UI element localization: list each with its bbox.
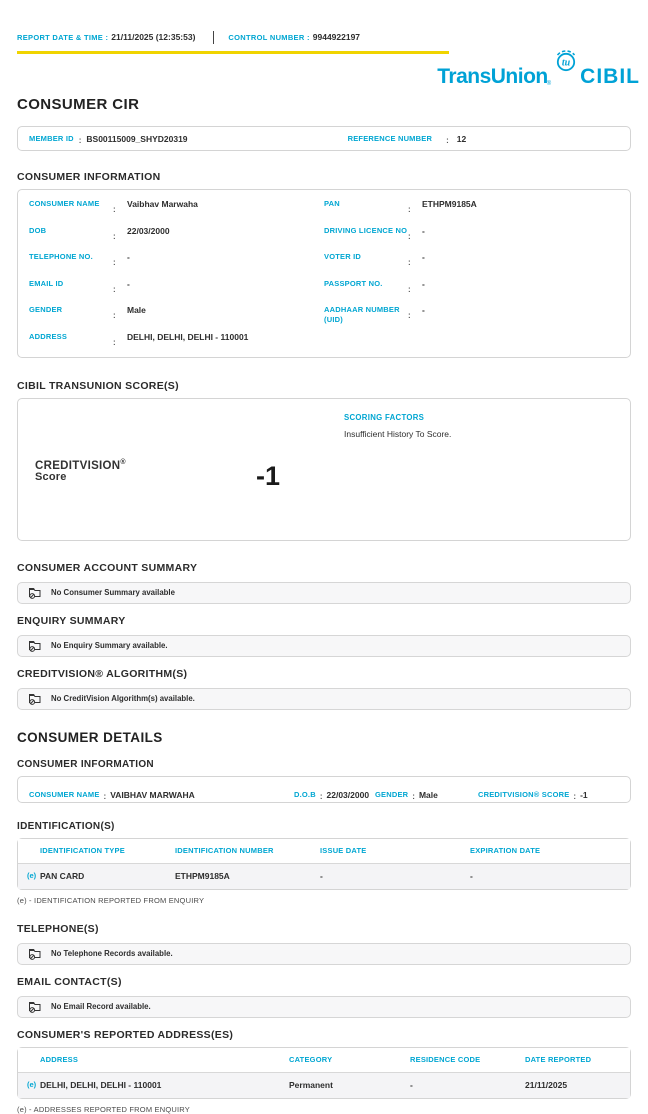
field-label: VOTER ID (324, 252, 362, 261)
tu-circle-icon (553, 48, 579, 79)
info-field-telephone (29, 252, 324, 270)
details-info-heading: CONSUMER INFORMATION (17, 758, 154, 770)
report-date-colon: : (103, 32, 109, 42)
address-row (18, 1073, 630, 1098)
scoring-factors-text: Insufficient History To Score. (344, 428, 452, 439)
colon (408, 305, 422, 325)
details-gender (375, 786, 438, 804)
info-field-pan (324, 199, 619, 217)
addresses-footnote: (e) - ADDRESSES REPORTED FROM ENQUIRY (17, 1104, 190, 1114)
scoring-factors (344, 413, 451, 439)
addresses-table (17, 1047, 631, 1099)
colon (104, 786, 107, 804)
identification-row (18, 864, 630, 889)
col-issue-date: ISSUE DATE (320, 846, 367, 855)
no-data-icon (28, 639, 42, 652)
consumer-account-summary-heading: CONSUMER ACCOUNT SUMMARY (17, 561, 198, 574)
colon (113, 252, 127, 270)
identification-type-cell (18, 871, 173, 881)
telephones-heading: TELEPHONE(S) (17, 922, 99, 935)
category-cell: Permanent (289, 1080, 333, 1090)
no-data-icon (28, 947, 42, 960)
score-name-sub: Score (35, 471, 67, 484)
consumer-details-heading: CONSUMER DETAILS (17, 729, 163, 745)
member-id-value: BS00115009_SHYD20319 (86, 133, 188, 144)
colon (412, 786, 415, 804)
expiration-date-cell: - (470, 871, 473, 881)
field-value: VAIBHAV MARWAHA (110, 789, 195, 800)
info-field-consumer-name (29, 199, 324, 217)
colon (573, 786, 576, 804)
field-label: CONSUMER NAME (29, 199, 100, 208)
field-label: GENDER (29, 305, 63, 314)
col-residence-code: RESIDENCE CODE (410, 1055, 481, 1064)
col-identification-number: IDENTIFICATION NUMBER (175, 846, 274, 855)
field-value: Male (127, 305, 146, 315)
identification-type-value: PAN CARD (40, 871, 85, 881)
field-value: - (127, 278, 130, 289)
address-cell (18, 1080, 287, 1090)
score-box (17, 398, 631, 541)
info-field-passport (324, 279, 619, 297)
col-address: ADDRESS (40, 1055, 79, 1064)
reference-number-label: REFERENCE NUMBER (347, 134, 433, 143)
control-number-label: CONTROL NUMBER (228, 32, 305, 42)
creditvision-score-label (35, 459, 126, 484)
consumer-info-left-column (29, 199, 324, 350)
consumer-account-summary-empty (17, 582, 631, 604)
yellow-divider (17, 51, 449, 54)
info-field-gender (29, 305, 324, 323)
details-dob (294, 786, 369, 804)
date-reported-cell: 21/11/2025 (525, 1080, 568, 1090)
colon (113, 279, 127, 297)
transunion-cibil-logo (437, 48, 640, 89)
field-label: DRIVING LICENCE NO (324, 225, 408, 235)
empty-message: No CreditVision Algorithm(s) available. (51, 694, 195, 703)
score-section-heading: CIBIL TRANSUNION SCORE(S) (17, 379, 179, 392)
no-data-icon (28, 586, 42, 599)
colon (113, 305, 127, 323)
field-value: 22/03/2000 (127, 225, 170, 236)
details-info-box (17, 776, 631, 803)
field-value: ETHPM9185A (422, 199, 477, 209)
field-value: -1 (580, 789, 588, 800)
emails-empty (17, 996, 631, 1018)
field-value: - (422, 252, 425, 262)
colon (320, 786, 323, 804)
issue-date-cell: - (320, 871, 323, 881)
field-value: - (127, 252, 130, 262)
empty-message: No Telephone Records available. (51, 949, 173, 958)
logo-registered-mark: ® (546, 81, 552, 87)
residence-code-cell: - (410, 1080, 413, 1090)
identification-header-row (18, 839, 630, 864)
scoring-factors-label: SCORING FACTORS (344, 412, 425, 422)
colon (113, 199, 127, 217)
address-value: DELHI, DELHI, DELHI - 110001 (40, 1080, 162, 1090)
field-label: EMAIL ID (29, 278, 64, 288)
score-value: -1 (256, 460, 281, 491)
member-id-colon (79, 130, 82, 148)
report-date-label: REPORT DATE & TIME (17, 32, 104, 42)
colon (408, 252, 422, 270)
empty-message: No Email Record available. (51, 1002, 151, 1011)
info-field-dob (29, 226, 324, 244)
control-number-value: 9944922197 (312, 32, 361, 42)
col-identification-type: IDENTIFICATION TYPE (40, 846, 125, 855)
creditvision-algorithms-empty (17, 688, 631, 710)
info-field-email (29, 279, 324, 297)
col-expiration-date: EXPIRATION DATE (470, 846, 541, 855)
field-label: CONSUMER NAME (29, 790, 100, 799)
addresses-heading: CONSUMER'S REPORTED ADDRESS(ES) (17, 1028, 234, 1041)
field-value: - (422, 278, 425, 289)
details-creditvision-score (478, 786, 588, 804)
field-label: DOB (29, 225, 47, 235)
page-title: CONSUMER CIR (17, 96, 140, 113)
info-field-driving-licence (324, 226, 619, 244)
identification-heading: IDENTIFICATION(S) (17, 820, 115, 832)
logo-transunion-text: TransUnion (437, 65, 548, 88)
svg-text:tu: tu (562, 57, 571, 69)
field-label: ADDRESS (29, 331, 68, 341)
member-id-box (17, 126, 631, 151)
colon (113, 226, 127, 244)
enquiry-marker: (e) (27, 871, 37, 880)
addresses-header-row (18, 1048, 630, 1073)
emails-heading: EMAIL CONTACT(S) (17, 975, 122, 988)
empty-message: No Enquiry Summary available. (51, 641, 168, 650)
field-value: - (422, 225, 425, 236)
consumer-info-right-column (324, 199, 619, 350)
field-label: TELEPHONE NO. (29, 252, 93, 261)
telephones-empty (17, 943, 631, 965)
col-category: CATEGORY (289, 1055, 333, 1064)
field-label: CREDITVISION® SCORE (478, 790, 570, 799)
reference-number-colon (446, 130, 449, 148)
report-date-value: 21/11/2025 (12:35:53) (111, 32, 196, 42)
field-value: - (422, 305, 425, 315)
header-divider (213, 31, 214, 44)
score-name-text: CREDITVISION (35, 459, 121, 472)
field-label: GENDER (375, 790, 409, 799)
field-value: Male (418, 789, 438, 800)
colon (408, 226, 422, 244)
field-label: PASSPORT NO. (324, 278, 383, 288)
col-date-reported: DATE REPORTED (525, 1055, 592, 1064)
logo-cibil-text: CIBIL (580, 65, 640, 88)
identification-number-cell: ETHPM9185A (175, 871, 230, 881)
info-field-voter-id (324, 252, 619, 270)
field-label: AADHAAR NUMBER (UID) (324, 305, 400, 324)
creditvision-algorithms-heading: CREDITVISION® ALGORITHM(S) (17, 667, 188, 680)
field-label: D.O.B (294, 790, 316, 799)
consumer-information-heading: CONSUMER INFORMATION (17, 171, 161, 183)
no-data-icon (28, 692, 42, 705)
colon (408, 279, 422, 297)
consumer-information-box (17, 189, 631, 358)
reference-number-value: 12 (456, 133, 467, 144)
enquiry-marker: (e) (27, 1080, 37, 1089)
empty-message: No Consumer Summary available (51, 588, 175, 597)
colon (408, 199, 422, 217)
field-label: PAN (324, 199, 340, 208)
field-value: 22/03/2000 (326, 789, 370, 800)
member-id-label: MEMBER ID (29, 134, 74, 143)
info-field-address (29, 332, 324, 350)
no-data-icon (28, 1000, 42, 1013)
enquiry-summary-empty (17, 635, 631, 657)
identification-table (17, 838, 631, 890)
report-header (17, 30, 631, 44)
details-consumer-name (29, 786, 195, 804)
enquiry-summary-heading: ENQUIRY SUMMARY (17, 614, 126, 627)
score-name-reg: ® (120, 458, 126, 466)
identification-footnote: (e) - IDENTIFICATION REPORTED FROM ENQUIRY (17, 895, 205, 905)
colon (113, 332, 127, 350)
field-value: DELHI, DELHI, DELHI - 110001 (127, 331, 249, 342)
info-field-aadhaar (324, 305, 619, 325)
field-value: Vaibhav Marwaha (127, 199, 198, 209)
control-number-colon: : (304, 32, 310, 42)
consumer-cir-report (0, 30, 648, 1114)
